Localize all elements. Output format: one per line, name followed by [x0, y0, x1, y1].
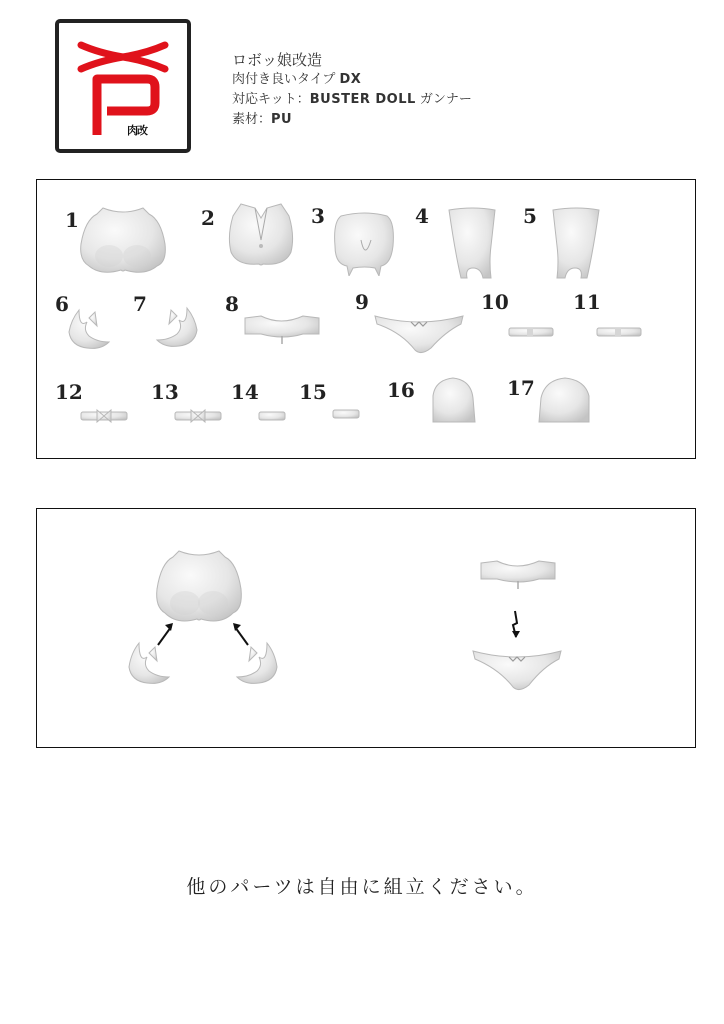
product-info [232, 50, 472, 130]
arrow-up-left-icon [229, 621, 251, 647]
part-number-2: 2 [201, 206, 215, 230]
part-number-9: 9 [355, 290, 369, 314]
part-11-band [595, 326, 643, 338]
part-number-3: 3 [311, 204, 325, 228]
part-14-small-band [257, 410, 287, 422]
part-number-10: 10 [481, 290, 509, 314]
assembly-note: 他のパーツは自由に組立ください。 [186, 876, 538, 898]
part-number-15: 15 [299, 380, 327, 404]
assembly-diagram-panel [36, 508, 696, 748]
nikukai-logo-mark [59, 23, 187, 149]
part-1-chest [75, 204, 171, 280]
assembly-panties [469, 645, 565, 695]
part-number-1: 1 [65, 208, 79, 232]
product-type-bold: DX [339, 72, 362, 87]
part-number-5: 5 [523, 204, 537, 228]
part-13-ribbon-band [173, 408, 223, 424]
part-10-band [507, 326, 555, 338]
product-type: 肉付き良いタイプ DX [232, 72, 362, 87]
part-9-panties [371, 310, 467, 358]
part-7-bust-cover-right [151, 304, 201, 352]
part-5-thigh-right [549, 206, 603, 282]
kit-name: BUSTER DOLL [309, 92, 416, 107]
arrow-up-right-icon [155, 621, 177, 647]
part-6-bust-cover-left [65, 306, 115, 352]
part-number-17: 17 [507, 376, 535, 400]
part-2-chest-shirt [225, 200, 297, 270]
part-12-ribbon-band [79, 408, 129, 424]
part-number-7: 7 [133, 292, 147, 316]
arrow-down-icon [509, 609, 523, 639]
product-title: ロボッ娘改造 [232, 51, 323, 69]
assembly-chest [149, 545, 249, 631]
logo [55, 19, 191, 153]
assembly-waist [477, 557, 559, 591]
part-number-8: 8 [225, 292, 239, 316]
part-number-16: 16 [387, 378, 415, 402]
part-15-small-band [331, 408, 361, 420]
material: 素材：PU [232, 112, 293, 127]
part-number-14: 14 [231, 380, 259, 404]
part-number-6: 6 [55, 292, 69, 316]
compatible-kit: 対応キット：BUSTER DOLL ガンナー [232, 92, 472, 107]
part-number-12: 12 [55, 380, 83, 404]
part-4-thigh-left [445, 206, 499, 282]
logo-text: 肉改 [127, 124, 147, 137]
kit-variant: ガンナー [419, 92, 472, 107]
part-3-back [331, 210, 397, 276]
parts-list-panel [36, 179, 696, 459]
part-17-hip-right [535, 376, 593, 426]
part-16-hip-left [427, 376, 479, 426]
part-number-11: 11 [573, 290, 601, 314]
part-8-waist [241, 312, 323, 346]
material-value: PU [271, 112, 293, 127]
part-number-13: 13 [151, 380, 179, 404]
part-number-4: 4 [415, 204, 429, 228]
